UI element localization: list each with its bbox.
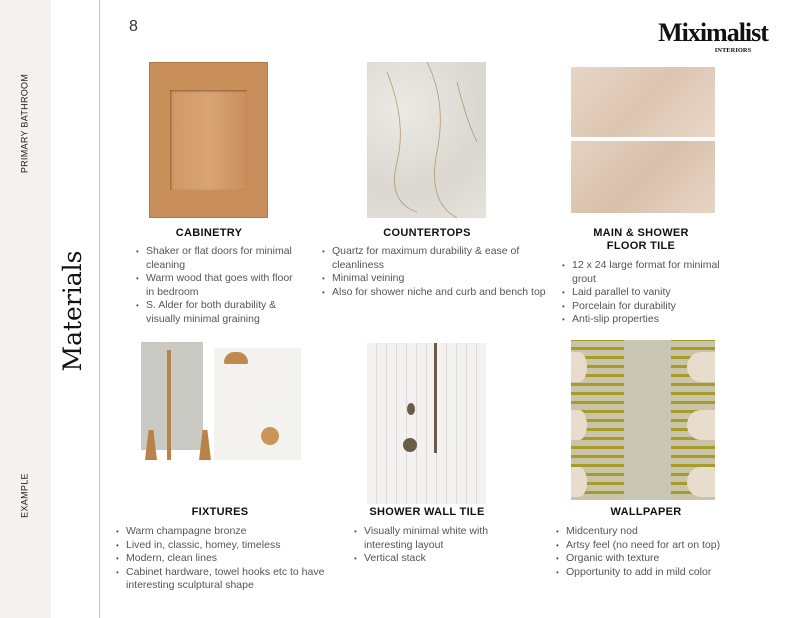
logo-name: Miximalist [658, 18, 768, 47]
fixtures-image [141, 342, 301, 467]
list-item: • Warm wood that goes with floor in bedroom [136, 272, 301, 299]
list-item: • Warm champagne bronze [116, 525, 346, 539]
wallpaper-list [556, 525, 756, 579]
divider [99, 0, 100, 618]
shower-wall-list [354, 525, 524, 566]
wallpaper-image [571, 340, 715, 500]
logo [640, 20, 786, 55]
veining [367, 62, 486, 218]
floor-tile-image [571, 67, 715, 213]
countertops-list [322, 245, 547, 299]
list-item: • Opportunity to add in mild color [556, 566, 756, 580]
list-item: • Organic with texture [556, 552, 756, 566]
list-item: • Also for shower niche and curb and bench top [322, 286, 547, 300]
list-item: • Artsy feel (no need for art on top) [556, 539, 756, 553]
fixtures-list [116, 525, 346, 593]
list-item: • Lived in, classic, homey, timeless [116, 539, 346, 553]
example-label: EXAMPLE [19, 473, 30, 518]
list-item: • Vertical stack [354, 552, 524, 566]
list-item: • Midcentury nod [556, 525, 756, 539]
list-item: • Anti-slip properties [562, 313, 722, 327]
cabinetry-list [136, 245, 301, 327]
list-item: • Shaker or flat doors for minimal cleaning [136, 245, 301, 272]
cabinetry-image [149, 62, 268, 218]
list-item: • Modern, clean lines [116, 552, 346, 566]
list-item: • Porcelain for durability [562, 300, 722, 314]
page-number: 8 [129, 18, 138, 35]
section-label: PRIMARY BATHROOM [19, 73, 30, 174]
countertops-image [367, 62, 486, 218]
cabinetry-title: CABINETRY [175, 227, 243, 239]
list-item: • Quartz for maximum durability & ease of cleanliness [322, 245, 547, 272]
list-item: • Minimal veining [322, 272, 547, 286]
list-item: • Cabinet hardware, towel hooks etc to have interesting sculptural shape [116, 566, 346, 593]
list-item: • Visually minimal white with interesting layout [354, 525, 524, 552]
list-item: • 12 x 24 large format for minimal grout [562, 259, 722, 286]
list-item: • S. Alder for both durability & visually minimal graining [136, 299, 301, 326]
page-heading: Materials [58, 250, 87, 372]
logo-sub: INTERIORS [714, 47, 752, 54]
list-item: • Laid parallel to vanity [562, 286, 722, 300]
floor-tile-title: MAIN & SHOWER FLOOR TILE [593, 227, 689, 252]
shower-wall-image [367, 343, 486, 504]
fixtures-title: FIXTURES [191, 506, 249, 518]
floor-tile-list [562, 259, 722, 327]
wallpaper-title: WALLPAPER [610, 506, 682, 518]
countertops-title: COUNTERTOPS [383, 227, 471, 239]
shower-wall-title: SHOWER WALL TILE [369, 506, 485, 518]
